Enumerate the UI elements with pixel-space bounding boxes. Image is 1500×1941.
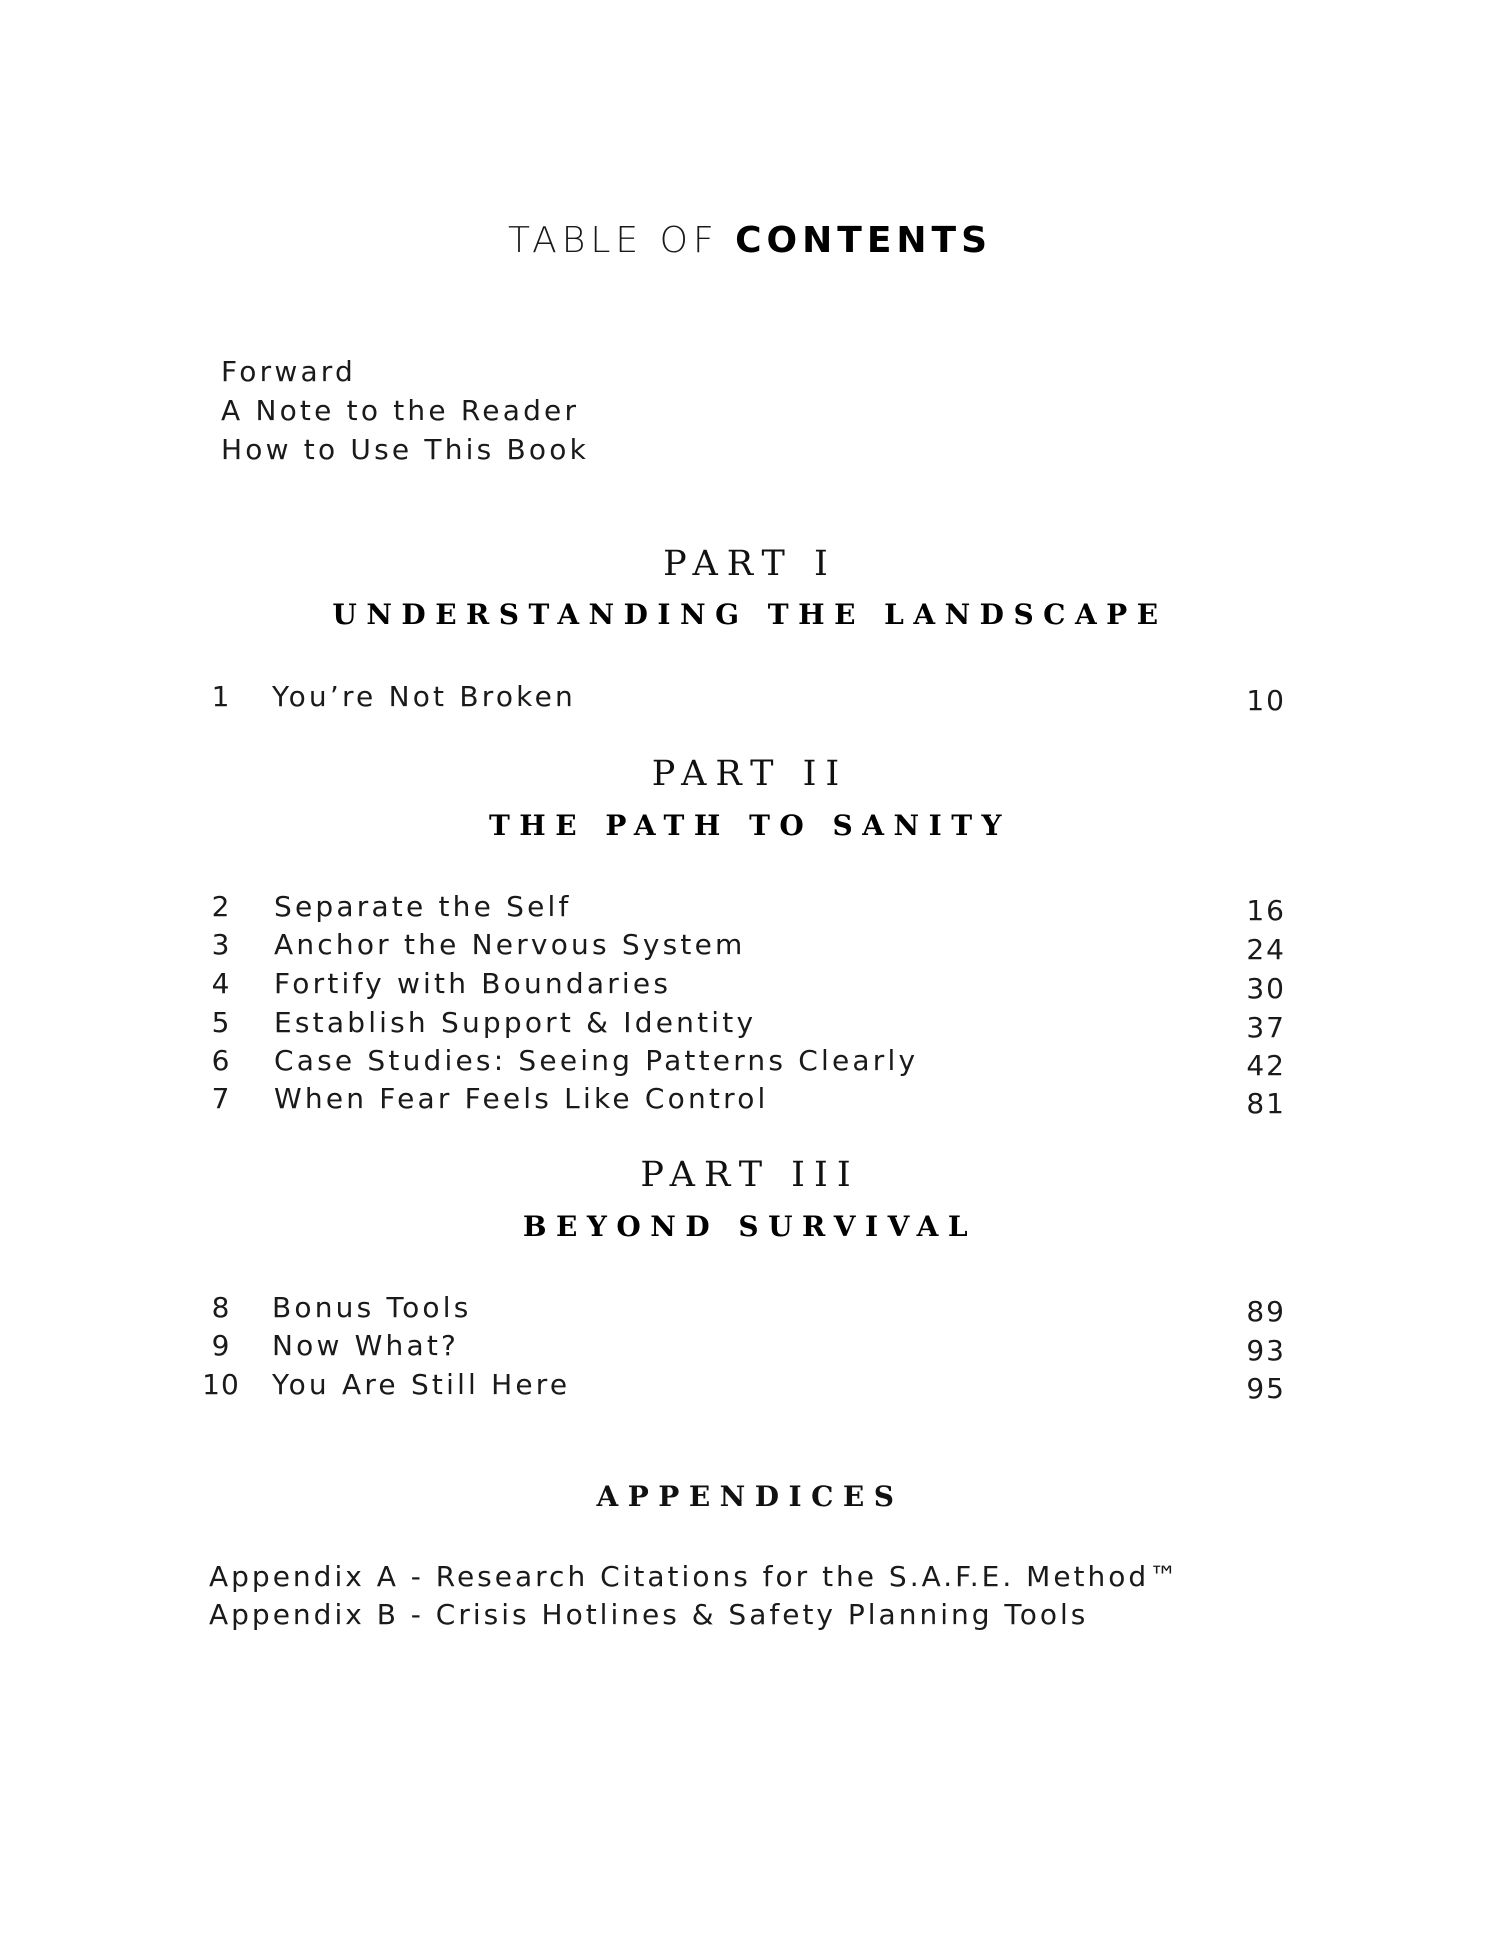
chapter-1-page: 10: [1246, 684, 1286, 717]
chapter-1-number: 1: [211, 680, 231, 713]
chapter-3-title[interactable]: Anchor the Nervous System: [274, 928, 746, 961]
chapter-4-title[interactable]: Fortify with Boundaries: [274, 967, 672, 1000]
chapter-7-title[interactable]: When Fear Feels Like Control: [274, 1082, 769, 1115]
chapter-8-title[interactable]: Bonus Tools: [272, 1291, 472, 1324]
title-bold: CONTENTS: [735, 220, 993, 261]
front-matter-item[interactable]: How to Use This Book: [221, 433, 590, 466]
part-3-number: PART III: [640, 1155, 860, 1195]
chapter-6-page: 42: [1246, 1049, 1286, 1082]
part-2-title: THE PATH TO SANITY: [488, 809, 1012, 842]
chapter-1-title[interactable]: You’re Not Broken: [272, 680, 576, 713]
chapter-7-page: 81: [1246, 1087, 1286, 1120]
part-2-number: PART II: [651, 754, 849, 794]
chapter-8-number: 8: [211, 1291, 231, 1324]
chapter-3-number: 3: [211, 928, 231, 961]
appendices-heading: APPENDICES: [596, 1480, 904, 1513]
part-1-title: UNDERSTANDING THE LANDSCAPE: [332, 598, 1168, 631]
part-3-title: BEYOND SURVIVAL: [522, 1210, 978, 1243]
chapter-2-number: 2: [211, 890, 231, 923]
front-matter-list: [221, 352, 589, 469]
chapter-4-page: 30: [1246, 972, 1286, 1005]
chapter-7-number: 7: [211, 1082, 231, 1115]
front-matter-item[interactable]: Forward: [221, 355, 357, 388]
chapter-9-page: 93: [1246, 1334, 1286, 1367]
chapter-5-page: 37: [1246, 1011, 1286, 1044]
chapter-5-title[interactable]: Establish Support & Identity: [274, 1006, 757, 1039]
chapter-6-number: 6: [211, 1044, 231, 1077]
chapter-5-number: 5: [211, 1006, 231, 1039]
appendix-b[interactable]: Appendix B - Crisis Hotlines & Safety Planning Tools: [209, 1598, 1089, 1631]
chapter-10-number: 10: [202, 1368, 240, 1401]
chapter-10-title[interactable]: You Are Still Here: [272, 1368, 571, 1401]
front-matter-item[interactable]: A Note to the Reader: [221, 394, 580, 427]
title-light: TABLE OF: [507, 220, 719, 261]
appendix-a[interactable]: Appendix A - Research Citations for the S.A.F.E. Method™: [209, 1560, 1181, 1593]
chapter-9-title[interactable]: Now What?: [272, 1329, 460, 1362]
chapter-4-number: 4: [211, 967, 231, 1000]
chapter-8-page: 89: [1246, 1295, 1286, 1328]
chapter-2-title[interactable]: Separate the Self: [274, 890, 572, 923]
chapter-3-page: 24: [1246, 933, 1286, 966]
part-1-number: PART I: [663, 544, 837, 584]
page-title: [0, 216, 1500, 266]
chapter-6-title[interactable]: Case Studies: Seeing Patterns Clearly: [274, 1044, 919, 1077]
chapter-2-page: 16: [1246, 894, 1286, 927]
chapter-10-page: 95: [1246, 1372, 1286, 1405]
chapter-9-number: 9: [211, 1329, 231, 1362]
